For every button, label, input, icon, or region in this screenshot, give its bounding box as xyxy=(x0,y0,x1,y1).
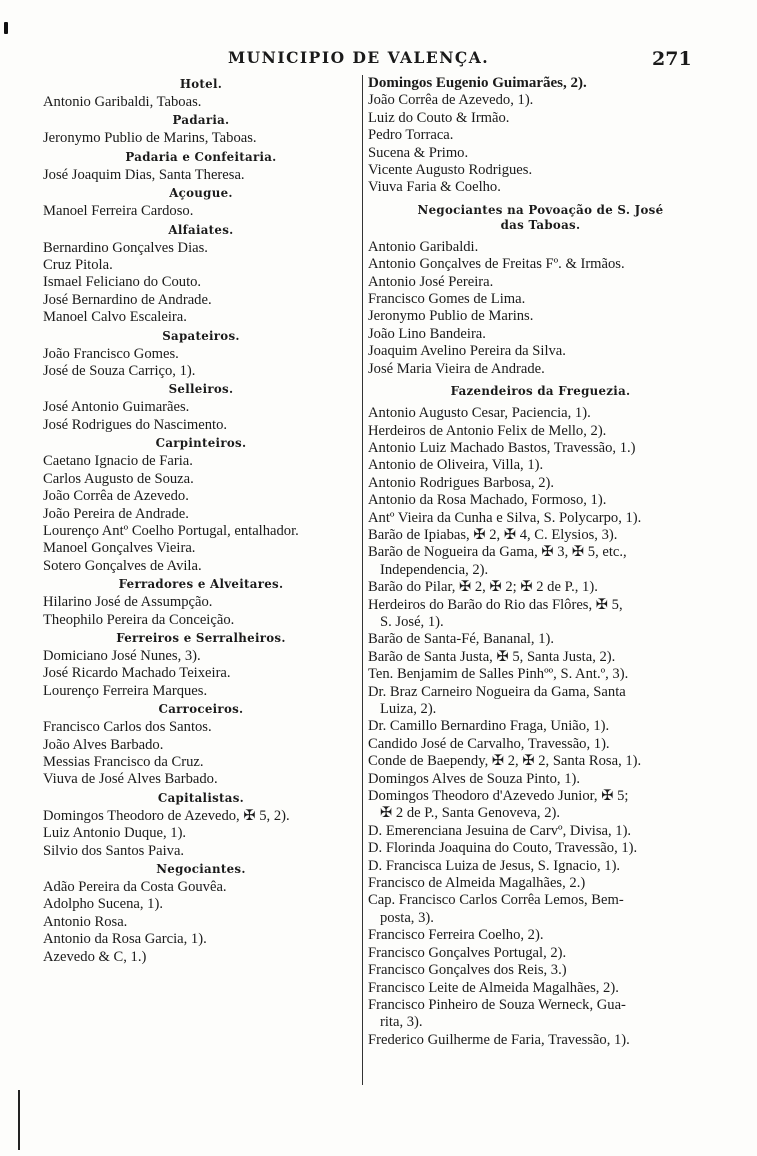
directory-entry: Lourenço Ferreira Marques. xyxy=(43,682,208,699)
section-heading: Ferreiros e Serralheiros. xyxy=(116,630,286,645)
section-heading: Selleiros. xyxy=(168,382,234,397)
directory-entry: Dr. Braz Carneiro Nogueira da Gama, Santa xyxy=(368,683,626,700)
directory-entry: Antonio Augusto Cesar, Paciencia, 1). xyxy=(368,405,591,422)
directory-entry: Antonio Luiz Machado Bastos, Travessão, 1.) xyxy=(368,439,636,456)
directory-entry: João Lino Bandeira. xyxy=(368,325,486,342)
directory-entry: Francisco Leite de Almeida Magalhães, 2). xyxy=(368,979,619,996)
directory-entry: Adão Pereira da Costa Gouvêa. xyxy=(43,879,227,895)
directory-entry: José Joaquim Dias, Santa Theresa. xyxy=(43,166,245,183)
directory-entry: João Pereira de Andrade. xyxy=(43,505,189,522)
directory-entry: Barão de Santa Justa, ✠ 5, Santa Justa, 2). xyxy=(368,648,616,665)
directory-entry: Lourenço Antº Coelho Portugal, entalhador. xyxy=(43,522,299,539)
directory-entry: Francisco Gonçalves dos Reis, 3.) xyxy=(368,962,567,979)
directory-entry: Messias Francisco da Cruz. xyxy=(43,753,204,770)
directory-entry: Domingos Alves de Souza Pinto, 1). xyxy=(368,770,581,787)
directory-entry: Antonio da Rosa Garcia, 1). xyxy=(43,931,207,948)
directory-entry: D. Emerenciana Jesuina de Carvº, Divisa, 1). xyxy=(368,822,632,839)
directory-entry: Antonio Gonçalves de Freitas Fº. & Irmãos. xyxy=(368,256,625,273)
povoacao-list xyxy=(368,239,713,378)
directory-entry: Francisco de Almeida Magalhães, 2.) xyxy=(368,875,586,892)
directory-entry: José Antonio Guimarães. xyxy=(43,399,190,416)
directory-entry: Hilarino José de Assumpção. xyxy=(43,594,213,611)
fazendeiros-heading: Fazendeiros da Freguezia. xyxy=(450,384,631,399)
section-heading: Hotel. xyxy=(179,77,223,91)
directory-entry: José Ricardo Machado Teixeira. xyxy=(43,665,231,682)
directory-entry: José Rodrigues do Nascimento. xyxy=(43,416,228,433)
directory-entry: Domiciano José Nunes, 3). xyxy=(43,647,201,664)
directory-entry: Francisco Ferreira Coelho, 2). xyxy=(368,927,544,944)
margin-ink-mark xyxy=(4,22,8,34)
directory-entry: Adolpho Sucena, 1). xyxy=(43,896,163,913)
directory-entry: Domingos Eugenio Guimarães, 2). xyxy=(368,75,587,91)
directory-entry: Francisco Pinheiro de Souza Werneck, Gua- xyxy=(368,996,626,1013)
directory-entry: João Corrêa de Azevedo. xyxy=(43,488,189,505)
section-heading: Açougue. xyxy=(169,186,233,201)
directory-entry: Antonio Garibaldi, Taboas. xyxy=(43,94,202,110)
directory-entry: Francisco Gomes de Lima. xyxy=(368,291,526,308)
directory-entry: Domingos Theodoro de Azevedo, ✠ 5, 2). xyxy=(43,807,290,824)
directory-entry: Carlos Augusto de Souza. xyxy=(43,470,194,487)
directory-entry: Azevedo & C, 1.) xyxy=(43,948,147,965)
section-heading: Alfaiates. xyxy=(168,222,234,237)
directory-entry: Herdeiros de Antonio Felix de Mello, 2). xyxy=(368,422,607,439)
section-heading: Negociantes. xyxy=(156,862,246,876)
directory-entry: Candido José de Carvalho, Travessão, 1). xyxy=(368,735,610,752)
left-column xyxy=(40,75,362,966)
directory-entry: Ten. Benjamim de Salles Pinhºº, S. Ant.º, 3). xyxy=(368,666,629,683)
right-column xyxy=(362,75,713,1085)
directory-entry: José Bernardino de Andrade. xyxy=(43,291,212,308)
directory-entry: João Alves Barbado. xyxy=(43,736,164,753)
directory-entry: Antonio Rosa. xyxy=(43,913,128,930)
directory-entry: Barão de Ipiabas, ✠ 2, ✠ 4, C. Elysios, 3). xyxy=(368,526,618,543)
directory-entry: Antonio da Rosa Machado, Formoso, 1). xyxy=(368,492,607,509)
directory-entry: Antonio de Oliveira, Villa, 1). xyxy=(368,457,544,474)
running-title: MUNICIPIO DE VALENÇA. xyxy=(228,48,490,67)
directory-entry: Manoel Gonçalves Vieira. xyxy=(43,540,196,557)
directory-entry: José Maria Vieira de Andrade. xyxy=(368,360,545,377)
directory-entry: Antonio Rodrigues Barbosa, 2). xyxy=(368,474,555,491)
directory-entry: Ismael Feliciano do Couto. xyxy=(43,274,202,291)
directory-entry: Manoel Calvo Escaleira. xyxy=(43,309,187,326)
directory-entry: Joaquim Avelino Pereira da Silva. xyxy=(368,343,566,360)
directory-entry: José de Souza Carriço, 1). xyxy=(43,363,196,380)
directory-entry: Francisco Carlos dos Santos. xyxy=(43,719,212,736)
directory-entry: Sucena & Primo. xyxy=(368,144,469,161)
directory-entry: Luiza, 2). xyxy=(380,701,437,717)
directory-entry: Barão do Pilar, ✠ 2, ✠ 2; ✠ 2 de P., 1). xyxy=(368,579,598,596)
page-number: 271 xyxy=(652,48,692,70)
directory-entry: Barão de Santa-Fé, Bananal, 1). xyxy=(368,631,555,648)
section-heading: Ferradores e Alveitares. xyxy=(118,577,284,592)
section-heading: Padaria e Confeitaria. xyxy=(125,149,277,164)
directory-entry: Antonio José Pereira. xyxy=(368,273,494,290)
margin-rule xyxy=(18,1090,20,1150)
povoacao-heading-line-2: das Taboas. xyxy=(500,217,581,232)
directory-entry: Cap. Francisco Carlos Corrêa Lemos, Bem- xyxy=(368,892,624,909)
directory-entry: rita, 3). xyxy=(380,1014,423,1031)
section-heading: Carpinteiros. xyxy=(155,436,247,451)
directory-entry: Dr. Camillo Bernardino Fraga, União, 1). xyxy=(368,718,610,735)
directory-entry: Antonio Garibaldi. xyxy=(368,238,479,255)
directory-entry: Francisco Gonçalves Portugal, 2). xyxy=(368,944,567,961)
directory-entry: Silvio dos Santos Paiva. xyxy=(43,842,185,859)
fazendeiros-list xyxy=(368,405,713,1049)
directory-entry: Jeronymo Publio de Marins. xyxy=(368,308,534,325)
directory-entry: D. Florinda Joaquina do Couto, Travessão, 1). xyxy=(368,840,638,857)
directory-entry: Vicente Augusto Rodrigues. xyxy=(368,162,533,179)
directory-entry: Caetano Ignacio de Faria. xyxy=(43,453,193,470)
directory-entry: Pedro Torraca. xyxy=(368,127,454,144)
directory-entry: Viuva Faria & Coelho. xyxy=(368,179,501,196)
directory-entry: Herdeiros do Barão do Rio das Flôres, ✠ 5, xyxy=(368,596,623,613)
section-heading: Sapateiros. xyxy=(162,328,240,343)
right-top-list xyxy=(368,75,713,197)
directory-entry: Viuva de José Alves Barbado. xyxy=(43,771,218,788)
section-heading: Padaria. xyxy=(172,113,230,128)
directory-entry: João Corrêa de Azevedo, 1). xyxy=(368,92,534,109)
directory-entry: Luiz Antonio Duque, 1). xyxy=(43,825,187,842)
directory-entry: Bernardino Gonçalves Dias. xyxy=(43,239,208,256)
directory-entry: D. Francisca Luiza de Jesus, S. Ignacio, 1). xyxy=(368,857,621,874)
directory-entry: S. José, 1). xyxy=(380,613,444,630)
directory-entry: Frederico Guilherme de Faria, Travessão, 1). xyxy=(368,1031,630,1048)
section-heading: Capitalistas. xyxy=(157,790,245,805)
directory-entry: posta, 3). xyxy=(380,909,434,926)
page-header xyxy=(0,48,757,72)
directory-entry: Sotero Gonçalves de Avila. xyxy=(43,557,202,574)
directory-entry: Theophilo Pereira da Conceição. xyxy=(43,611,235,628)
directory-entry: Independencia, 2). xyxy=(380,561,489,578)
directory-entry: João Francisco Gomes. xyxy=(43,345,179,362)
povoacao-heading-line-1: Negociantes na Povoação de S. José xyxy=(417,202,664,217)
directory-entry: ✠ 2 de P., Santa Genoveva, 2). xyxy=(380,805,561,822)
section-heading: Carroceiros. xyxy=(158,702,244,717)
directory-entry: Domingos Theodoro d'Azevedo Junior, ✠ 5; xyxy=(368,788,629,805)
directory-entry: Cruz Pitola. xyxy=(43,257,113,274)
directory-entry: Jeronymo Publio de Marins, Taboas. xyxy=(43,130,257,147)
directory-entry: Antº Vieira da Cunha e Silva, S. Polycarpo, 1). xyxy=(368,509,642,526)
directory-entry: Manoel Ferreira Cardoso. xyxy=(43,203,194,220)
directory-entry: Conde de Baependy, ✠ 2, ✠ 2, Santa Rosa, 1). xyxy=(368,753,642,770)
directory-entry: Luiz do Couto & Irmão. xyxy=(368,109,510,126)
directory-entry: Barão de Nogueira da Gama, ✠ 3, ✠ 5, etc., xyxy=(368,544,627,561)
